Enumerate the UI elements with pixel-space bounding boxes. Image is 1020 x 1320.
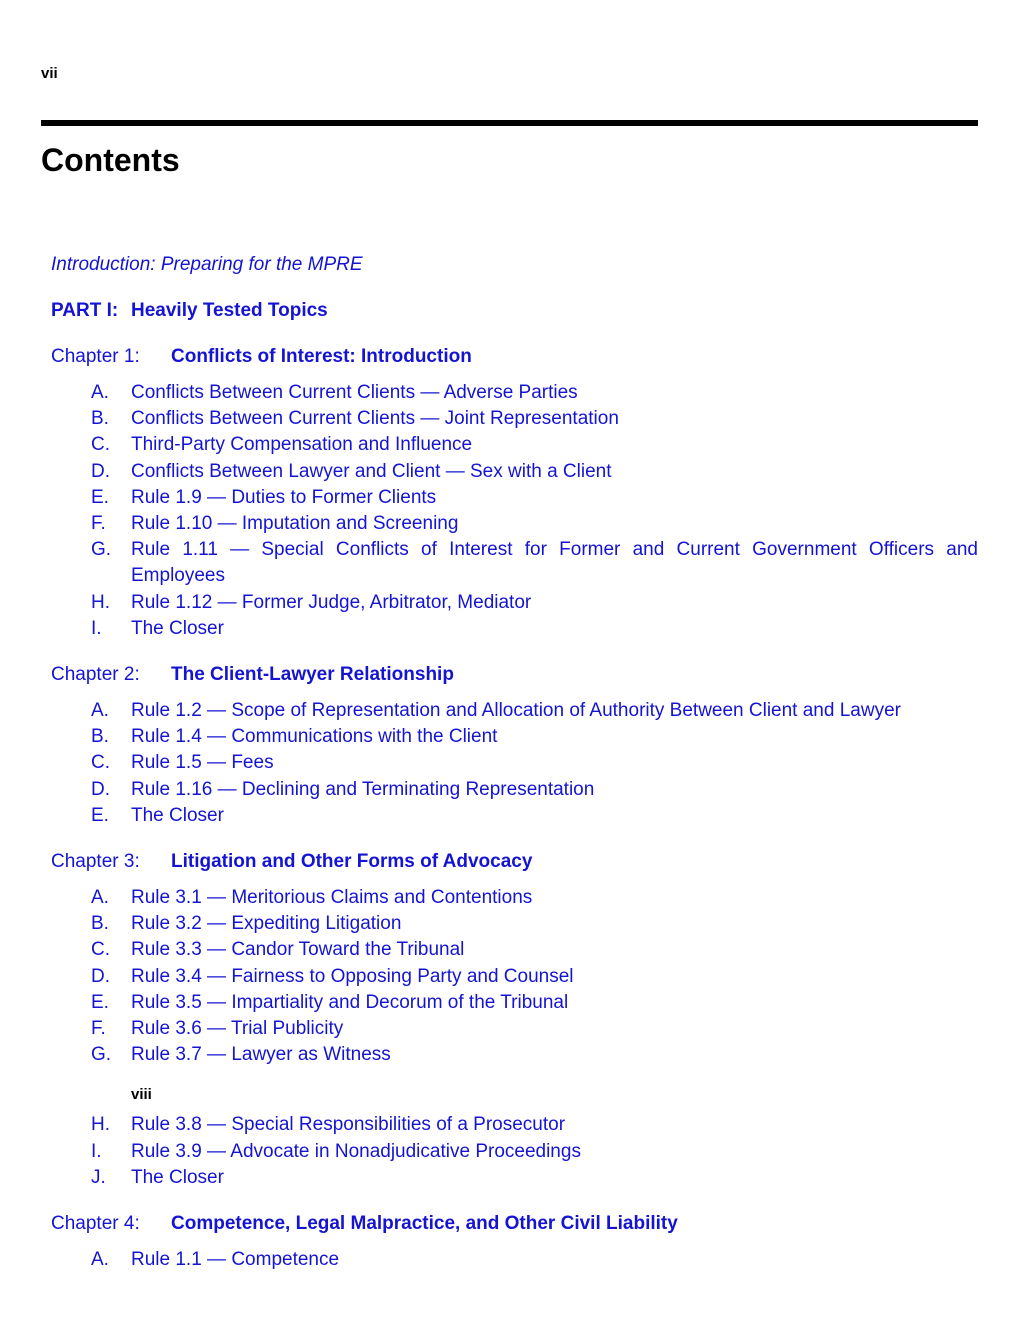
page-break-number: viii: [131, 1086, 152, 1104]
section-title: Rule 3.9 — Advocate in Nonadjudicative Proceedings: [131, 1140, 581, 1162]
part-title: Heavily Tested Topics: [131, 300, 328, 321]
chapter-title: Conflicts of Interest: Introduction: [171, 346, 472, 367]
toc-section-item[interactable]: [51, 698, 978, 724]
section-letter: E.: [91, 804, 109, 826]
section-letter: B.: [91, 408, 109, 430]
toc-section-item[interactable]: [51, 406, 978, 432]
chapter-2-sections: [51, 698, 978, 829]
section-title: The Closer: [131, 617, 224, 639]
chapter-label: Chapter 3:: [51, 851, 140, 873]
page-number: vii: [41, 65, 58, 82]
section-title: Rule 1.5 — Fees: [131, 752, 274, 774]
toc-section-item[interactable]: [51, 459, 978, 485]
section-letter: A.: [91, 1249, 109, 1271]
chapter-3-sections: [51, 885, 978, 1191]
section-letter: C.: [91, 434, 110, 456]
section-title: Rule 1.11 — Special Conflicts of Interest for Former and Current Government Officers and Employees: [131, 539, 978, 587]
section-letter: H.: [91, 1114, 110, 1136]
chapter-label: Chapter 1:: [51, 346, 140, 367]
section-title: Conflicts Between Lawyer and Client — Sex with a Client: [131, 460, 612, 482]
section-letter: B.: [91, 913, 109, 935]
toc-section-item[interactable]: [51, 590, 978, 616]
page-title: Contents: [41, 142, 180, 178]
section-title: Rule 3.8 — Special Responsibilities of a Prosecutor: [131, 1114, 566, 1136]
toc-part-heading[interactable]: [51, 298, 978, 324]
chapter-label: Chapter 2:: [51, 664, 140, 686]
section-title: Rule 1.4 — Communications with the Client: [131, 726, 498, 748]
toc-section-item[interactable]: [51, 724, 978, 750]
section-title: Rule 3.4 — Fairness to Opposing Party and Counsel: [131, 965, 574, 987]
section-letter: A.: [91, 700, 109, 722]
section-letter: A.: [91, 887, 109, 909]
toc-section-item[interactable]: [51, 990, 978, 1016]
section-title: Rule 1.16 — Declining and Terminating Representation: [131, 778, 595, 800]
toc-section-item[interactable]: [51, 964, 978, 990]
toc-section-item[interactable]: [51, 380, 978, 406]
toc-section-item[interactable]: [51, 777, 978, 803]
section-title: Rule 1.1 — Competence: [131, 1249, 340, 1271]
toc-introduction-link[interactable]: Introduction: Preparing for the MPRE: [51, 254, 363, 275]
toc-section-item[interactable]: [51, 1042, 978, 1068]
chapter-label: Chapter 4:: [51, 1213, 140, 1235]
section-title: Conflicts Between Current Clients — Adverse Parties: [131, 382, 578, 403]
toc-chapter-4[interactable]: [51, 1211, 978, 1237]
section-title: Rule 3.7 — Lawyer as Witness: [131, 1044, 391, 1066]
chapter-1-sections: [51, 380, 978, 642]
section-letter: I.: [91, 1140, 102, 1162]
toc-section-item[interactable]: [51, 511, 978, 537]
toc-section-item[interactable]: [51, 750, 978, 776]
toc-section-item[interactable]: [51, 1112, 978, 1138]
section-title: The Closer: [131, 1166, 224, 1188]
section-letter: D.: [91, 460, 110, 482]
section-letter: G.: [91, 1044, 112, 1066]
section-letter: C.: [91, 939, 110, 961]
section-letter: F.: [91, 1018, 106, 1040]
toc-section-item[interactable]: [51, 937, 978, 963]
toc-section-item[interactable]: [51, 911, 978, 937]
section-title: Rule 1.10 — Imputation and Screening: [131, 513, 459, 535]
section-title: Rule 3.5 — Impartiality and Decorum of the Tribunal: [131, 991, 569, 1013]
section-title: The Closer: [131, 804, 224, 826]
toc-section-item[interactable]: [51, 1165, 978, 1191]
section-letter: D.: [91, 965, 110, 987]
section-letter: E.: [91, 486, 109, 508]
toc-section-item[interactable]: [51, 1139, 978, 1165]
part-label: PART I:: [51, 300, 119, 321]
section-letter: F.: [91, 513, 106, 535]
chapter-title: Litigation and Other Forms of Advocacy: [171, 851, 533, 873]
section-title: Rule 1.12 — Former Judge, Arbitrator, Mediator: [131, 591, 532, 613]
table-of-contents: [51, 252, 978, 1273]
section-title: Rule 3.6 — Trial Publicity: [131, 1018, 344, 1040]
toc-section-item[interactable]: [51, 485, 978, 511]
section-letter: B.: [91, 726, 109, 748]
chapter-4-sections: [51, 1247, 978, 1273]
toc-section-item[interactable]: [51, 1016, 978, 1042]
section-title: Rule 1.2 — Scope of Representation and Allocation of Authority Between Client and Lawyer: [131, 700, 901, 722]
section-title: Conflicts Between Current Clients — Joint Representation: [131, 408, 619, 430]
section-title: Third-Party Compensation and Influence: [131, 434, 473, 456]
toc-chapter-1[interactable]: [51, 344, 978, 370]
toc-section-item[interactable]: [51, 885, 978, 911]
section-letter: G.: [91, 539, 112, 561]
header-rule: [41, 120, 978, 126]
toc-section-item[interactable]: [51, 616, 978, 642]
chapter-title: The Client-Lawyer Relationship: [171, 664, 454, 686]
section-title: Rule 3.3 — Candor Toward the Tribunal: [131, 939, 465, 961]
toc-section-item[interactable]: [51, 803, 978, 829]
section-letter: D.: [91, 778, 110, 800]
section-title: Rule 3.1 — Meritorious Claims and Contentions: [131, 887, 533, 909]
chapter-title: Competence, Legal Malpractice, and Other Civil Liability: [171, 1213, 678, 1235]
toc-section-item[interactable]: [51, 1247, 978, 1273]
section-title: Rule 1.9 — Duties to Former Clients: [131, 486, 437, 508]
toc-section-item[interactable]: [51, 432, 978, 458]
toc-chapter-3[interactable]: [51, 849, 978, 875]
section-letter: H.: [91, 591, 110, 613]
section-letter: J.: [91, 1166, 106, 1188]
section-title: Rule 3.2 — Expediting Litigation: [131, 913, 402, 935]
section-letter: E.: [91, 991, 109, 1013]
section-letter: C.: [91, 752, 110, 774]
toc-section-item[interactable]: [51, 537, 978, 589]
section-letter: A.: [91, 382, 109, 403]
section-letter: I.: [91, 617, 102, 639]
toc-chapter-2[interactable]: [51, 662, 978, 688]
